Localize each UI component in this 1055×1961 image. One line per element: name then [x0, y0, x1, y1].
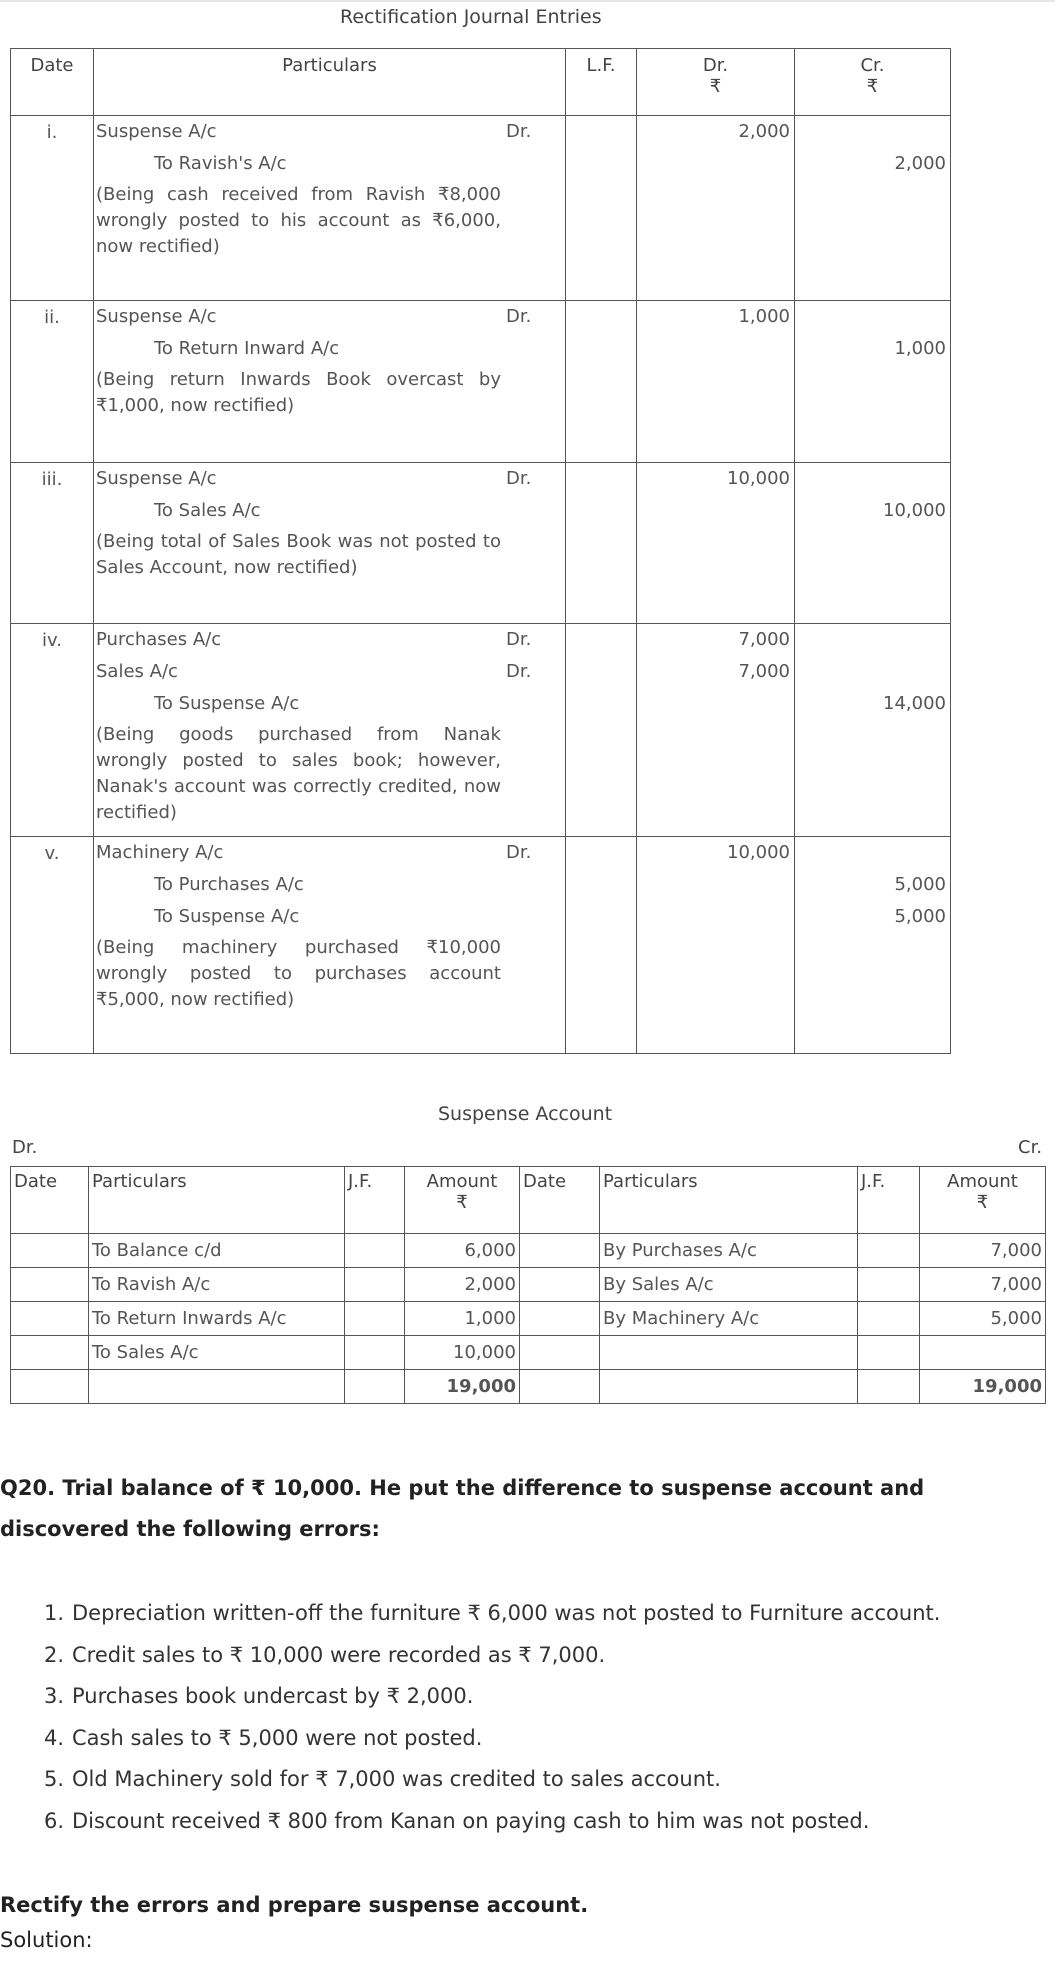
credit-amount: 14,000 [883, 693, 946, 714]
entry-date: iii. [11, 463, 94, 624]
credit-amount: 5,000 [894, 906, 946, 927]
suspense-total-row [11, 1370, 1046, 1404]
suspense-particulars-right: By Sales A/c [600, 1268, 858, 1302]
suspense-header-jf-right: J.F. [858, 1167, 920, 1234]
debit-amount: 7,000 [738, 661, 790, 682]
amount-currency: ₹ [976, 1192, 989, 1213]
account-name: Sales A/c [96, 661, 178, 682]
suspense-date-left [11, 1302, 89, 1336]
journal-entry-row [11, 837, 951, 1054]
entry-account-line [94, 495, 565, 527]
entry-particulars [94, 624, 566, 837]
entry-account-line [94, 901, 565, 933]
suspense-jf-right [858, 1268, 920, 1302]
account-name: Suspense A/c [96, 121, 217, 142]
suspense-header-particulars-left: Particulars [89, 1167, 345, 1234]
error-item [22, 1801, 940, 1843]
journal-entry-row [11, 301, 951, 463]
suspense-amount-right: 7,000 [920, 1234, 1046, 1268]
suspense-jf-left [345, 1302, 405, 1336]
question-instruction: Rectify the errors and prepare suspense account. [0, 1893, 589, 1917]
debit-marker: Dr. [506, 306, 532, 327]
error-text: Cash sales to ₹ 5,000 were not posted. [72, 1725, 483, 1750]
entry-lf [566, 624, 637, 837]
journal-table [10, 48, 951, 1054]
suspense-total-left: 19,000 [405, 1370, 520, 1404]
account-name: To Purchases A/c [154, 874, 304, 895]
credit-amount: 1,000 [894, 338, 946, 359]
credit-amount [795, 837, 946, 869]
suspense-header-date-left: Date [11, 1167, 89, 1234]
journal-header-lf: L.F. [566, 49, 637, 116]
solution-label: Solution: [0, 1928, 93, 1952]
amount-label: Amount [426, 1171, 498, 1192]
debit-amount: 10,000 [727, 468, 790, 489]
suspense-particulars-left: To Balance c/d [89, 1234, 345, 1268]
account-name: To Sales A/c [154, 500, 261, 521]
account-name: To Return Inward A/c [154, 338, 340, 359]
entry-date: iv. [11, 624, 94, 837]
suspense-particulars-right: By Purchases A/c [600, 1234, 858, 1268]
error-item [22, 1718, 940, 1760]
suspense-row [11, 1268, 1046, 1302]
suspense-date-right [520, 1268, 600, 1302]
debit-amount: 10,000 [727, 842, 790, 863]
suspense-date-right [520, 1336, 600, 1370]
suspense-title: Suspense Account [438, 1103, 613, 1125]
suspense-table [10, 1166, 1046, 1404]
top-divider [0, 0, 1055, 2]
entry-date: i. [11, 116, 94, 301]
account-name: Suspense A/c [96, 306, 217, 327]
entry-account-line [94, 333, 565, 365]
entry-debit-amounts [637, 463, 795, 624]
suspense-header-row [11, 1167, 1046, 1234]
error-number: 4. [43, 1725, 64, 1750]
error-number: 6. [43, 1808, 64, 1833]
error-number: 5. [43, 1767, 64, 1791]
entry-account-line [94, 301, 565, 333]
suspense-jf-right [858, 1336, 920, 1370]
suspense-header-jf-left: J.F. [345, 1167, 405, 1234]
cr-label: Cr. [860, 55, 885, 76]
suspense-amount-left: 1,000 [405, 1302, 520, 1336]
suspense-jf-left [345, 1268, 405, 1302]
debit-amount [637, 495, 790, 527]
suspense-amount-right: 7,000 [920, 1268, 1046, 1302]
amount-label: Amount [947, 1171, 1018, 1192]
entry-narration: (Being goods purchased from Nanak wrongly posted to sales book; however, Nanak's account was correctly credited, now rectified) [96, 724, 501, 823]
debit-marker: Dr. [506, 121, 532, 142]
entry-credit-amounts [795, 116, 951, 301]
journal-entry-row [11, 116, 951, 301]
entry-lf [566, 463, 637, 624]
entry-date: ii. [11, 301, 94, 463]
debit-marker: Dr. [506, 842, 532, 863]
account-name: Machinery A/c [96, 842, 224, 863]
suspense-jf-right [858, 1234, 920, 1268]
entry-debit-amounts [637, 837, 795, 1054]
suspense-particulars-left: To Ravish A/c [89, 1268, 345, 1302]
amount-currency: ₹ [456, 1192, 468, 1213]
entry-narration: (Being machinery purchased ₹10,000 wrongly posted to purchases account ₹5,000, now rectified) [96, 937, 501, 1010]
suspense-jf-right [858, 1302, 920, 1336]
entry-account-line [94, 116, 565, 148]
entry-particulars [94, 463, 566, 624]
suspense-dr-label: Dr. [12, 1137, 38, 1158]
suspense-jf-left [345, 1234, 405, 1268]
suspense-amount-left: 10,000 [405, 1336, 520, 1370]
debit-marker: Dr. [506, 468, 532, 489]
journal-title: Rectification Journal Entries [340, 6, 602, 28]
debit-amount: 7,000 [738, 629, 790, 650]
entry-account-line [94, 837, 565, 869]
credit-amount [795, 116, 946, 148]
entry-particulars [94, 837, 566, 1054]
entry-account-line [94, 148, 565, 180]
error-number: 3. [43, 1684, 64, 1708]
entry-narration: (Being total of Sales Book was not posted to Sales Account, now rectified) [96, 531, 501, 578]
error-text: Old Machinery sold for ₹ 7,000 was credited to sales account. [72, 1767, 721, 1791]
journal-entry-row [11, 463, 951, 624]
credit-amount: 2,000 [894, 153, 946, 174]
journal-entry-row [11, 624, 951, 837]
suspense-jf-left [345, 1336, 405, 1370]
entry-credit-amounts [795, 837, 951, 1054]
error-text: Depreciation written-off the furniture ₹ 6,000 was not posted to Furniture account. [72, 1601, 941, 1625]
error-text: Discount received ₹ 800 from Kanan on paying cash to him was not posted. [72, 1808, 870, 1833]
cr-currency: ₹ [866, 76, 879, 97]
suspense-row [11, 1302, 1046, 1336]
entry-lf [566, 837, 637, 1054]
dr-currency: ₹ [709, 76, 722, 97]
suspense-particulars-left: To Return Inwards A/c [89, 1302, 345, 1336]
credit-amount: 10,000 [883, 500, 946, 521]
account-name: Purchases A/c [96, 629, 222, 650]
credit-amount [795, 301, 946, 333]
error-item [22, 1635, 940, 1677]
error-item [22, 1593, 940, 1635]
suspense-total-right: 19,000 [920, 1370, 1046, 1404]
account-name: To Suspense A/c [154, 693, 300, 714]
journal-header-particulars: Particulars [94, 49, 566, 116]
journal-header-row [11, 49, 951, 116]
entry-credit-amounts [795, 301, 951, 463]
suspense-date-right [520, 1234, 600, 1268]
credit-amount: 5,000 [894, 874, 946, 895]
debit-amount [637, 869, 790, 901]
account-name: To Ravish's A/c [154, 153, 287, 174]
credit-amount [795, 463, 946, 495]
suspense-amount-right [920, 1336, 1046, 1370]
dr-label: Dr. [702, 55, 729, 76]
suspense-date-right [520, 1302, 600, 1336]
entry-particulars [94, 301, 566, 463]
entry-narration: (Being return Inwards Book overcast by ₹1,000, now rectified) [96, 369, 501, 416]
entry-debit-amounts [637, 301, 795, 463]
journal-header-date: Date [11, 49, 94, 116]
entry-credit-amounts [795, 463, 951, 624]
error-list [22, 1593, 940, 1842]
suspense-header-particulars-right: Particulars [600, 1167, 858, 1234]
question-heading: Q20. Trial balance of ₹ 10,000. He put the difference to suspense account and discovered the following errors: [0, 1476, 925, 1541]
debit-amount [637, 333, 790, 365]
suspense-date-left [11, 1336, 89, 1370]
suspense-particulars-right [600, 1336, 858, 1370]
error-text: Credit sales to ₹ 10,000 were recorded as ₹ 7,000. [72, 1642, 606, 1667]
error-number: 2. [43, 1642, 64, 1667]
credit-amount [795, 624, 946, 656]
debit-amount [637, 901, 790, 933]
entry-account-line [94, 869, 565, 901]
entry-narration: (Being cash received from Ravish ₹8,000 wrongly posted to his account as ₹6,000, now rectified) [96, 184, 501, 257]
suspense-cr-label: Cr. [1018, 1137, 1043, 1158]
suspense-amount-left: 6,000 [405, 1234, 520, 1268]
error-number: 1. [43, 1601, 64, 1625]
debit-amount: 2,000 [738, 121, 790, 142]
account-name: To Suspense A/c [154, 906, 300, 927]
account-name: Suspense A/c [96, 468, 217, 489]
suspense-header-amount-left [405, 1167, 520, 1234]
debit-amount: 1,000 [738, 306, 790, 327]
entry-account-line [94, 624, 565, 656]
suspense-header-date-right: Date [520, 1167, 600, 1234]
suspense-particulars-right: By Machinery A/c [600, 1302, 858, 1336]
credit-amount [795, 656, 946, 688]
entry-debit-amounts [637, 624, 795, 837]
suspense-row [11, 1336, 1046, 1370]
suspense-date-left [11, 1268, 89, 1302]
entry-credit-amounts [795, 624, 951, 837]
debit-amount [637, 688, 790, 720]
entry-particulars [94, 116, 566, 301]
suspense-row [11, 1234, 1046, 1268]
debit-marker: Dr. [506, 661, 532, 682]
journal-header-cr [795, 49, 951, 116]
entry-account-line [94, 656, 565, 688]
entry-lf [566, 301, 637, 463]
entry-account-line [94, 463, 565, 495]
suspense-amount-left: 2,000 [405, 1268, 520, 1302]
error-item [22, 1759, 940, 1801]
error-item [22, 1676, 940, 1718]
entry-date: v. [11, 837, 94, 1054]
entry-account-line [94, 688, 565, 720]
suspense-particulars-left: To Sales A/c [89, 1336, 345, 1370]
entry-lf [566, 116, 637, 301]
journal-header-dr [637, 49, 795, 116]
debit-marker: Dr. [506, 629, 532, 650]
suspense-header-amount-right [920, 1167, 1046, 1234]
suspense-amount-right: 5,000 [920, 1302, 1046, 1336]
suspense-date-left [11, 1234, 89, 1268]
debit-amount [637, 148, 790, 180]
error-text: Purchases book undercast by ₹ 2,000. [72, 1684, 474, 1708]
entry-debit-amounts [637, 116, 795, 301]
